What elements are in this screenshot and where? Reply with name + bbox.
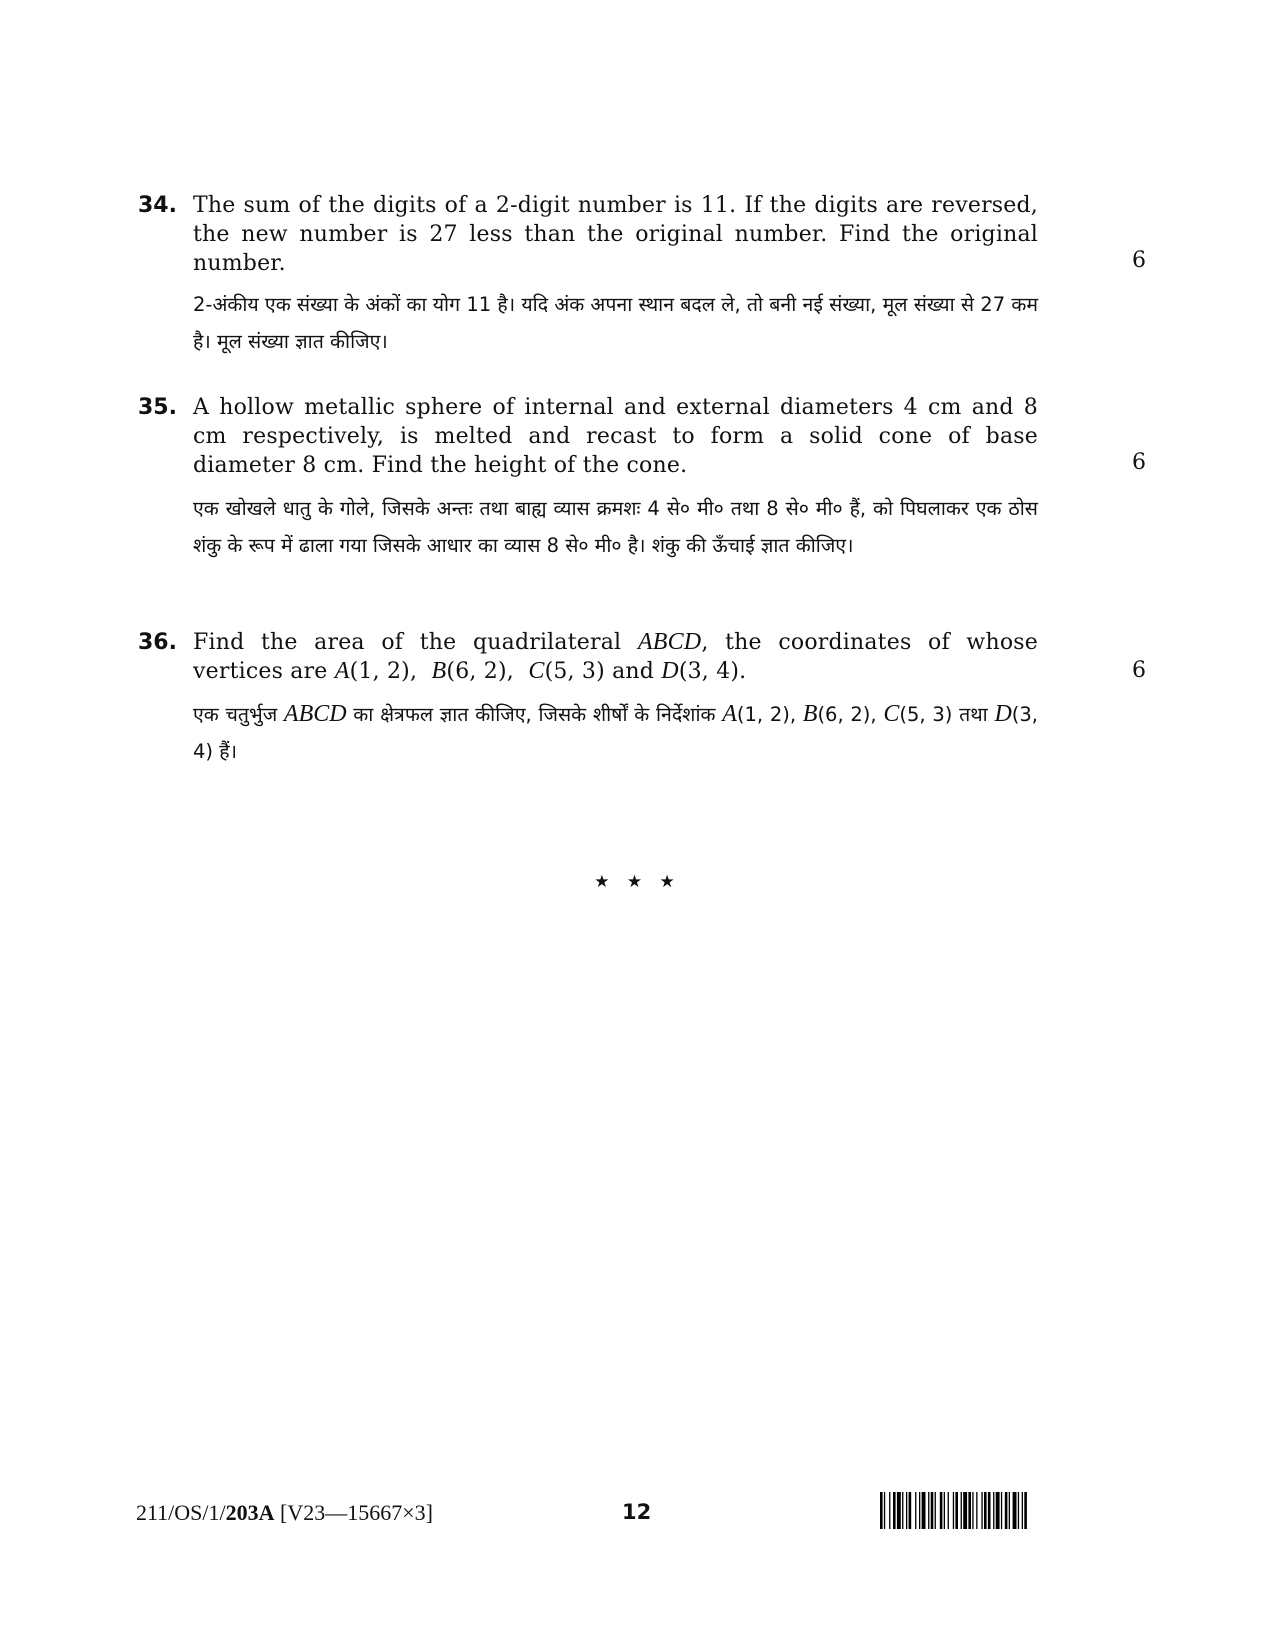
question-number: 34. <box>138 193 177 218</box>
end-of-paper-stars: ★ ★ ★ <box>594 872 681 892</box>
question-text-english: Find the area of the quadrilateral ABCD, the coordinates of whose vertices are A(1, 2), B(6, 2), C(5, 3) and D(3, 4). <box>193 629 1038 684</box>
paper-code: 211/OS/1/203A [V23—15667×3] <box>136 1500 433 1525</box>
question-marks: 6 <box>1132 450 1146 475</box>
question-text-hindi: एक चतुर्भुज ABCD का क्षेत्रफल ज्ञात कीजिए, जिसके शीर्षों के निर्देशांक A(1, 2), B(6, 2), C(5, 3) तथा D(3, 4) हैं। <box>193 701 1038 763</box>
question-text-english: A hollow metallic sphere of internal and external diameters 4 cm and 8 cm respectively, is melted and recast to form a solid cone of base diameter 8 cm. Find the height of the cone. <box>193 395 1038 478</box>
question-number: 35. <box>138 395 177 420</box>
question-36 <box>138 628 1148 778</box>
question-text-hindi: एक खोखले धातु के गोले, जिसके अन्तः तथा बाह्य व्यास क्रमशः 4 से० मी० तथा 8 से० मी० हैं, को पिघलाकर एक ठोस शंकु के रूप में ढाला गया जिसके आधार का व्यास 8 से० मी० है। शंकु की ऊँचाई ज्ञात कीजिए। <box>193 497 1038 557</box>
question-text-hindi: 2-अंकीय एक संख्या के अंकों का योग 11 है। यदि अंक अपना स्थान बदल ले, तो बनी नई संख्या, मूल संख्या से 27 कम है। मूल संख्या ज्ञात कीजिए। <box>193 293 1038 353</box>
question-marks: 6 <box>1132 658 1146 683</box>
question-text-english: The sum of the digits of a 2-digit number is 11. If the digits are reversed, the new number is 27 less than the original number. Find the original number. <box>193 193 1038 276</box>
question-number: 36. <box>138 630 177 655</box>
question-marks: 6 <box>1132 248 1146 273</box>
barcode <box>880 1492 1142 1529</box>
question-35 <box>138 393 1148 603</box>
question-34 <box>138 191 1148 361</box>
page-number: 12 <box>622 1500 652 1524</box>
